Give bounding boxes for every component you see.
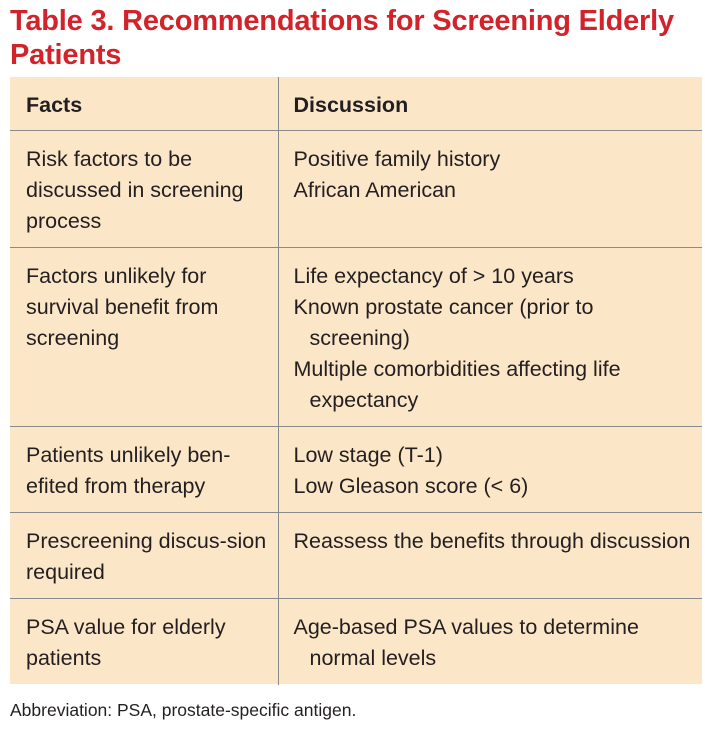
fact-cell [10, 130, 278, 247]
abbreviation-footnote: Abbreviation: PSA, prostate-specific antigen. [10, 700, 357, 720]
discussion-item: Multiple comorbidities affecting life expectancy [293, 356, 621, 412]
recommendations-table [10, 77, 702, 684]
fact-cell [10, 247, 278, 426]
discussion-item: Age-based PSA values to determine normal levels [293, 614, 639, 670]
discussion-item: Positive family history [293, 146, 501, 171]
discussion-cell [278, 247, 702, 426]
table-row [10, 130, 702, 247]
discussion-item: Life expectancy of > 10 years [293, 263, 574, 288]
discussion-item: Low Gleason score (< 6) [293, 473, 529, 498]
fact-cell [10, 512, 278, 598]
discussion-cell [278, 512, 702, 598]
table-row [10, 247, 702, 426]
header-discussion: Discussion [278, 77, 702, 130]
table-title: Table 3. Recommendations for Screening Elderly Patients [10, 5, 674, 71]
discussion-cell [278, 130, 702, 247]
header-row [10, 77, 702, 130]
header-facts: Facts [10, 77, 278, 130]
discussion-cell [278, 598, 702, 685]
fact-text: Prescreening discus-sion required [26, 528, 267, 584]
discussion-item: Reassess the benefits through discussion [293, 528, 691, 553]
table-row [10, 598, 702, 685]
table [10, 77, 702, 685]
fact-cell [10, 426, 278, 512]
discussion-cell [278, 426, 702, 512]
fact-cell [10, 598, 278, 685]
discussion-item: Known prostate cancer (prior to screening) [293, 294, 594, 350]
fact-text: PSA value for elderly patients [26, 614, 226, 670]
fact-text: Risk factors to be discussed in screening process [26, 146, 244, 233]
discussion-item: Low stage (T-1) [293, 442, 443, 467]
table-row [10, 426, 702, 512]
fact-text: Patients unlikely ben-efited from therapy [26, 442, 231, 498]
fact-text: Factors unlikely for survival benefit from screening [26, 263, 219, 350]
table-row [10, 512, 702, 598]
discussion-item: African American [293, 177, 457, 202]
